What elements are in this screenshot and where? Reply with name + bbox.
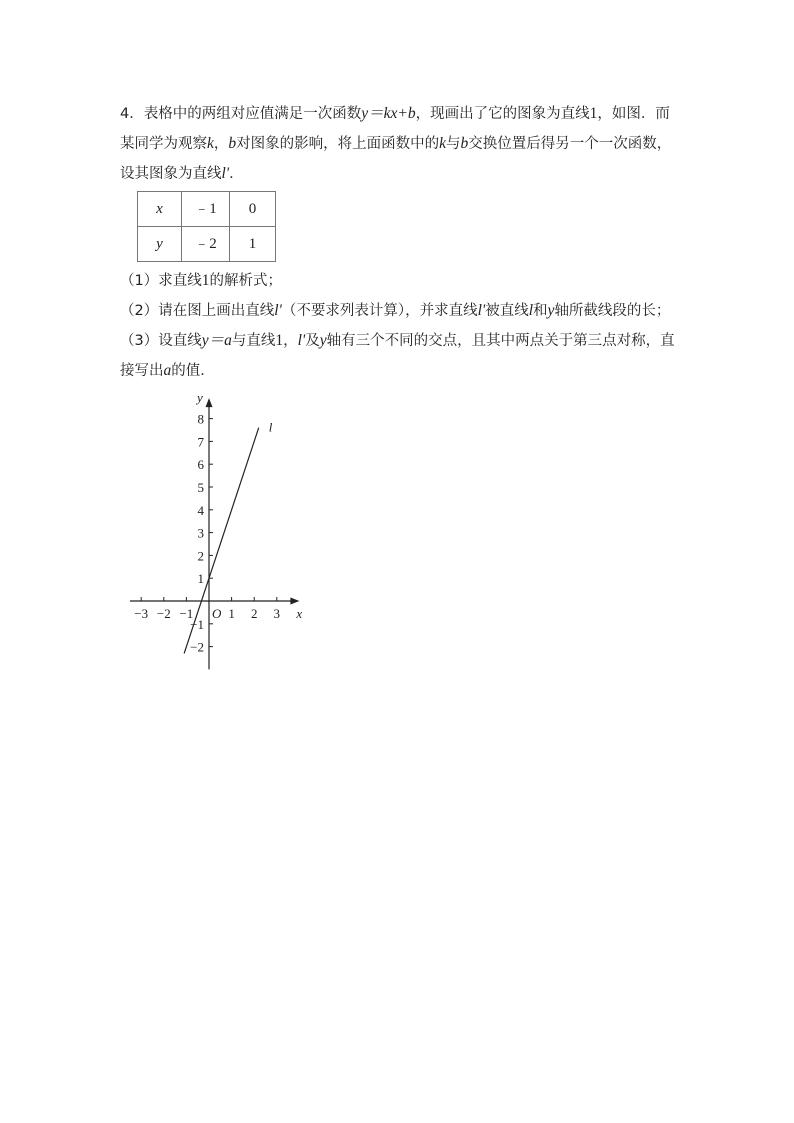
question-2: （2）请在图上画出直线l'（不要求列表计算），并求直线l'被直线l和y轴所截线段的长； [120,302,671,319]
y-tick-label: 1 [197,571,204,587]
table-cell: y [138,227,182,262]
problem-4 [120,99,680,386]
y-tick-label: 8 [197,411,204,427]
table-row [138,227,276,262]
y-tick-label: −2 [190,639,204,655]
x-tick-label: −2 [156,606,171,621]
line-l [184,428,259,654]
x-axis-label: x [296,606,303,621]
x-tick-label: −3 [134,606,149,621]
y-tick-label: 2 [197,548,204,564]
y-tick-label: −1 [190,616,204,632]
problem-intro: 4．表格中的两组对应值满足一次函数y＝kx+b，现画出了它的图象为直线1，如图．而某同学为观察k，b对图象的影响，将上面函数中的k与b交换位置后得另一个一次函数，设其图象为直线l'． [120,105,672,182]
y-tick-label: 4 [197,502,204,518]
y-tick-label: 6 [197,457,204,473]
question-1: （1）求直线1的解析式； [120,272,282,289]
y-axis-arrow [206,398,213,407]
table-cell: ﹣1 [182,192,230,227]
x-tick-label: 1 [228,606,235,621]
coordinate-graph [110,385,330,675]
question-3: （3）设直线y＝a与直线1，l'及y轴有三个不同的交点，且其中两点关于第三点对称，直接写出a的值． [120,332,675,379]
function-equation: y＝kx+b [361,105,416,122]
line-label: l [268,419,273,435]
table-row [138,192,276,227]
problem-number: 4． [120,106,144,122]
y-tick-label: 7 [197,434,204,450]
x-tick-label: −1 [179,606,194,621]
x-tick-label: 3 [273,606,281,621]
y-tick-label: 5 [197,480,204,495]
table-cell: 0 [230,192,276,227]
y-tick-label: 3 [197,525,204,541]
table-cell: 1 [230,227,276,262]
x-tick-label: 2 [250,606,258,621]
table-cell: ﹣2 [182,227,230,262]
y-axis-label: y [197,390,203,406]
value-table [137,191,276,262]
x-axis-arrow [290,598,299,605]
origin-label: O [212,606,222,621]
table-cell: x [138,192,182,227]
